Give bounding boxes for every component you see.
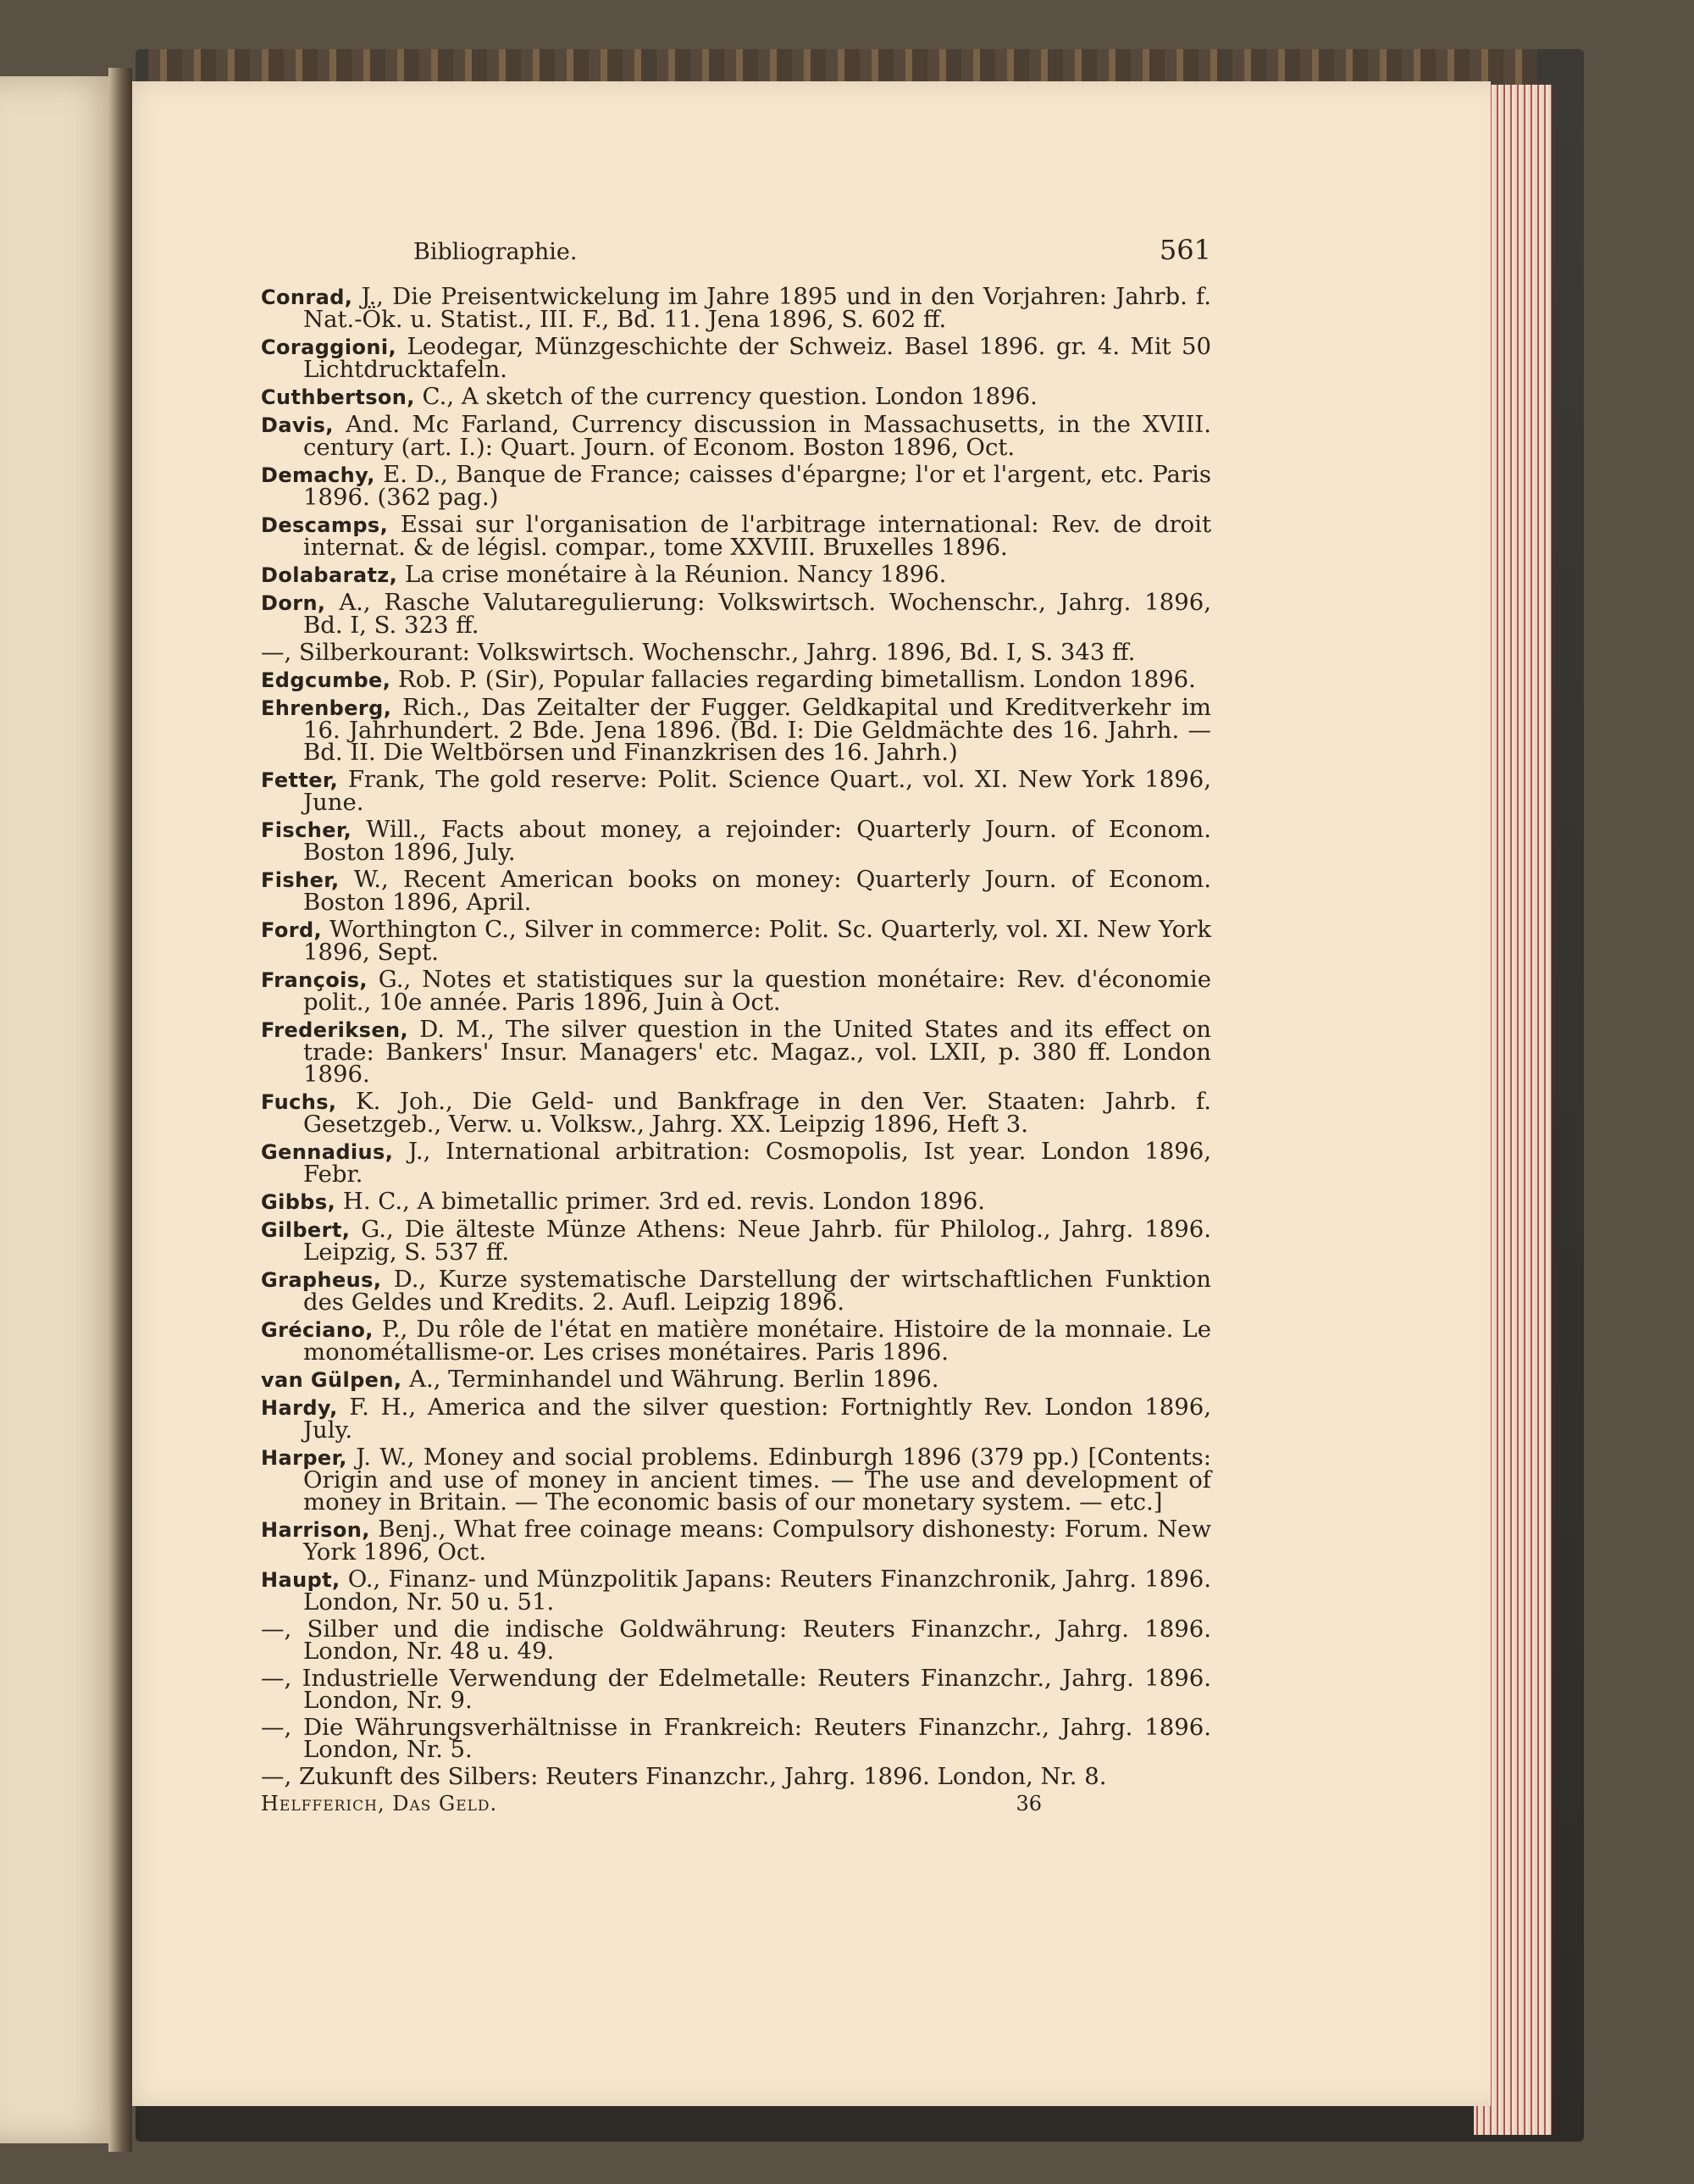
- entry-author: van Gülpen,: [261, 1368, 402, 1392]
- bibliography-entry: [261, 1394, 1211, 1444]
- entry-text: F. H., America and the silver question: Fortnightly Rev. London 1896, July.: [303, 1394, 1211, 1444]
- bibliography-entry: [261, 1616, 1211, 1665]
- entry-author: Fuchs,: [261, 1090, 337, 1114]
- page-footer: [261, 1793, 1211, 1815]
- entry-text: C., A sketch of the currency question. London 1896.: [414, 383, 1038, 410]
- entry-text: H. C., A bimetallic primer. 3rd ed. revis. London 1896.: [335, 1188, 985, 1215]
- entry-author: Ehrenberg,: [261, 696, 392, 720]
- bibliography-list: [261, 285, 1211, 1788]
- entry-text: Benj., What free coinage means: Compulsory dishonesty: Forum. New York 1896, Oct.: [303, 1516, 1211, 1566]
- entry-text: E. D., Banque de France; caisses d'épargne; l'or et l'argent, etc. Paris 1896. (362 pag.): [303, 461, 1211, 511]
- bibliography-entry: [261, 461, 1211, 511]
- bibliography-entry: [261, 511, 1211, 561]
- bibliography-entry: [261, 1316, 1211, 1366]
- entry-author: Harper,: [261, 1446, 347, 1470]
- entry-text: D., Kurze systematische Darstellung der wirtschaftlichen Funktion des Geldes und Kredits. 2. Aufl. Leipzig 1896.: [303, 1266, 1211, 1316]
- entry-author: Fisher,: [261, 868, 340, 892]
- signature-line: Helfferich, Das Geld.: [261, 1792, 498, 1815]
- bibliography-entry: [261, 1138, 1211, 1188]
- bibliography-entry: [261, 816, 1211, 866]
- running-header: [261, 234, 1211, 266]
- entry-text: J., Die Preisentwickelung im Jahre 1895 und in den Vorjahren: Jahrb. f. Nat.-Ök. u. Statist., III. F., Bd. 11. Jena 1896, S. 602 ff.: [303, 283, 1211, 333]
- bibliography-entry: [261, 1266, 1211, 1316]
- book-gutter: [108, 68, 132, 2152]
- entry-text: A., Rasche Valutaregulierung: Volkswirtsch. Wochenschr., Jahrg. 1896, Bd. I, S. 323 ff.: [303, 589, 1211, 639]
- entry-author: Conrad,: [261, 285, 353, 309]
- entry-text: J., International arbitration: Cosmopolis, Ist year. London 1896, Febr.: [303, 1138, 1211, 1188]
- entry-text: —, Die Währungsverhältnisse in Frankreich: Reuters Finanzchr., Jahrg. 1896. London, Nr. 5.: [261, 1714, 1211, 1763]
- entry-text: Rob. P. (Sir), Popular fallacies regarding bimetallism. London 1896.: [390, 666, 1196, 693]
- bibliography-entry: [261, 283, 1211, 333]
- entry-author: Fetter,: [261, 768, 339, 792]
- entry-text: Frank, The gold reserve: Polit. Science Quart., vol. XI. New York 1896, June.: [303, 766, 1211, 816]
- bibliography-entry: [261, 1665, 1211, 1714]
- entry-text: Leodegar, Münzgeschichte der Schweiz. Basel 1896. gr. 4. Mit 50 Lichtdrucktafeln.: [303, 333, 1211, 383]
- bibliography-entry: [261, 639, 1211, 666]
- bibliography-entry: [261, 333, 1211, 383]
- entry-author: Davis,: [261, 413, 334, 437]
- entry-author: Grapheus,: [261, 1268, 382, 1292]
- entry-author: Gennadius,: [261, 1140, 394, 1164]
- entry-text: —, Zukunft des Silbers: Reuters Finanzchr., Jahrg. 1896. London, Nr. 8.: [261, 1763, 1107, 1790]
- bibliography-entry: [261, 1444, 1211, 1516]
- entry-author: Gréciano,: [261, 1318, 374, 1342]
- entry-author: Gilbert,: [261, 1218, 351, 1242]
- entry-author: Harrison,: [261, 1518, 370, 1542]
- entry-text: D. M., The silver question in the United States and its effect on trade: Bankers' Insur. Managers' etc. Magaz., vol. LXII, p. 380 ff. London 1896.: [303, 1016, 1211, 1088]
- entry-author: Descamps,: [261, 513, 389, 537]
- entry-author: Dolabaratz,: [261, 563, 398, 587]
- entry-text: Worthington C., Silver in commerce: Polit. Sc. Quarterly, vol. XI. New York 1896, Sept.: [303, 916, 1211, 966]
- bibliography-entry: [261, 589, 1211, 639]
- entry-text: W., Recent American books on money: Quarterly Journ. of Econom. Boston 1896, April.: [303, 866, 1211, 916]
- bibliography-entry: [261, 1566, 1211, 1616]
- entry-text: J. W., Money and social problems. Edinburgh 1896 (379 pp.) [Contents: Origin and use of money in ancient times. — The use and development of money in Britain. — The economic basis of our monetary system. — etc.]: [303, 1444, 1211, 1516]
- entry-text: Essai sur l'organisation de l'arbitrage international: Rev. de droit internat. & de législ. compar., tome XXVIII. Bruxelles 1896.: [303, 511, 1211, 561]
- bibliography-entry: [261, 563, 1211, 586]
- entry-text: G., Notes et statistiques sur la question monétaire: Rev. d'économie polit., 10e année. Paris 1896, Juin à Oct.: [303, 966, 1211, 1016]
- bibliography-entry: [261, 1216, 1211, 1266]
- entry-text: O., Finanz- und Münzpolitik Japans: Reuters Finanzchronik, Jahrg. 1896. London, Nr. 50 u. 51.: [303, 1566, 1211, 1616]
- entry-text: Rich., Das Zeitalter der Fugger. Geldkapital und Kreditverkehr im 16. Jahrhundert. 2 Bde. Jena 1896. (Bd. I: Die Geldmächte des 16. Jahrh. — Bd. II. Die Weltbörsen und Finanzkrisen des 16. Jahrh.): [303, 694, 1211, 766]
- entry-author: Fischer,: [261, 818, 352, 842]
- entry-author: Hardy,: [261, 1396, 338, 1420]
- page-number: 561: [1159, 234, 1211, 266]
- entry-text: La crise monétaire à la Réunion. Nancy 1896.: [397, 561, 947, 588]
- bibliography-entry: [261, 866, 1211, 916]
- entry-author: Cuthbertson,: [261, 385, 415, 409]
- bibliography-entry: [261, 411, 1211, 461]
- entry-author: Coraggioni,: [261, 335, 397, 359]
- sheet-number: 36: [1016, 1792, 1042, 1815]
- page-text: [261, 234, 1211, 1815]
- bibliography-entry: [261, 1516, 1211, 1566]
- entry-text: —, Industrielle Verwendung der Edelmetalle: Reuters Finanzchr., Jahrg. 1896. London, Nr. 9.: [261, 1665, 1211, 1714]
- bibliography-entry: [261, 1016, 1211, 1088]
- entry-author: Gibbs,: [261, 1190, 336, 1214]
- bibliography-entry: [261, 1714, 1211, 1763]
- bibliography-entry: [261, 966, 1211, 1016]
- entry-text: And. Mc Farland, Currency discussion in Massachusetts, in the XVIII. century (art. I.): Quart. Journ. of Econom. Boston 1896, Oct.: [303, 411, 1211, 461]
- entry-author: Haupt,: [261, 1568, 340, 1592]
- running-title: Bibliographie.: [413, 239, 578, 265]
- entry-text: A., Terminhandel und Währung. Berlin 1896.: [401, 1366, 939, 1393]
- bibliography-entry: [261, 1765, 1211, 1788]
- bibliography-entry: [261, 694, 1211, 766]
- entry-text: —, Silber und die indische Goldwährung: Reuters Finanzchr., Jahrg. 1896. London, Nr. 48 u. 49.: [261, 1616, 1211, 1665]
- entry-text: P., Du rôle de l'état en matière monétaire. Histoire de la monnaie. Le monométallisme-or. Les crises monétaires. Paris 1896.: [303, 1316, 1211, 1366]
- entry-author: Edgcumbe,: [261, 668, 391, 692]
- bibliography-entry: [261, 385, 1211, 408]
- entry-author: Ford,: [261, 918, 323, 942]
- entry-author: Demachy,: [261, 463, 375, 487]
- entry-text: K. Joh., Die Geld- und Bankfrage in den Ver. Staaten: Jahrb. f. Gesetzgeb., Verw. u. Volksw., Jahrg. XX. Leipzig 1896, Heft 3.: [303, 1088, 1211, 1138]
- entry-author: Dorn,: [261, 591, 326, 615]
- bibliography-entry: [261, 916, 1211, 966]
- entry-author: François,: [261, 968, 368, 992]
- bibliography-entry: [261, 1088, 1211, 1138]
- entry-text: —, Silberkourant: Volkswirtsch. Wochenschr., Jahrg. 1896, Bd. I, S. 343 ff.: [261, 639, 1136, 666]
- entry-author: Frederiksen,: [261, 1018, 409, 1042]
- entry-text: Will., Facts about money, a rejoinder: Quarterly Journ. of Econom. Boston 1896, July.: [303, 816, 1211, 866]
- bibliography-entry: [261, 1368, 1211, 1391]
- bibliography-entry: [261, 766, 1211, 816]
- entry-text: G., Die älteste Münze Athens: Neue Jahrb. für Philolog., Jahrg. 1896. Leipzig, S. 537 ff.: [303, 1216, 1211, 1266]
- bibliography-entry: [261, 668, 1211, 691]
- bibliography-entry: [261, 1190, 1211, 1213]
